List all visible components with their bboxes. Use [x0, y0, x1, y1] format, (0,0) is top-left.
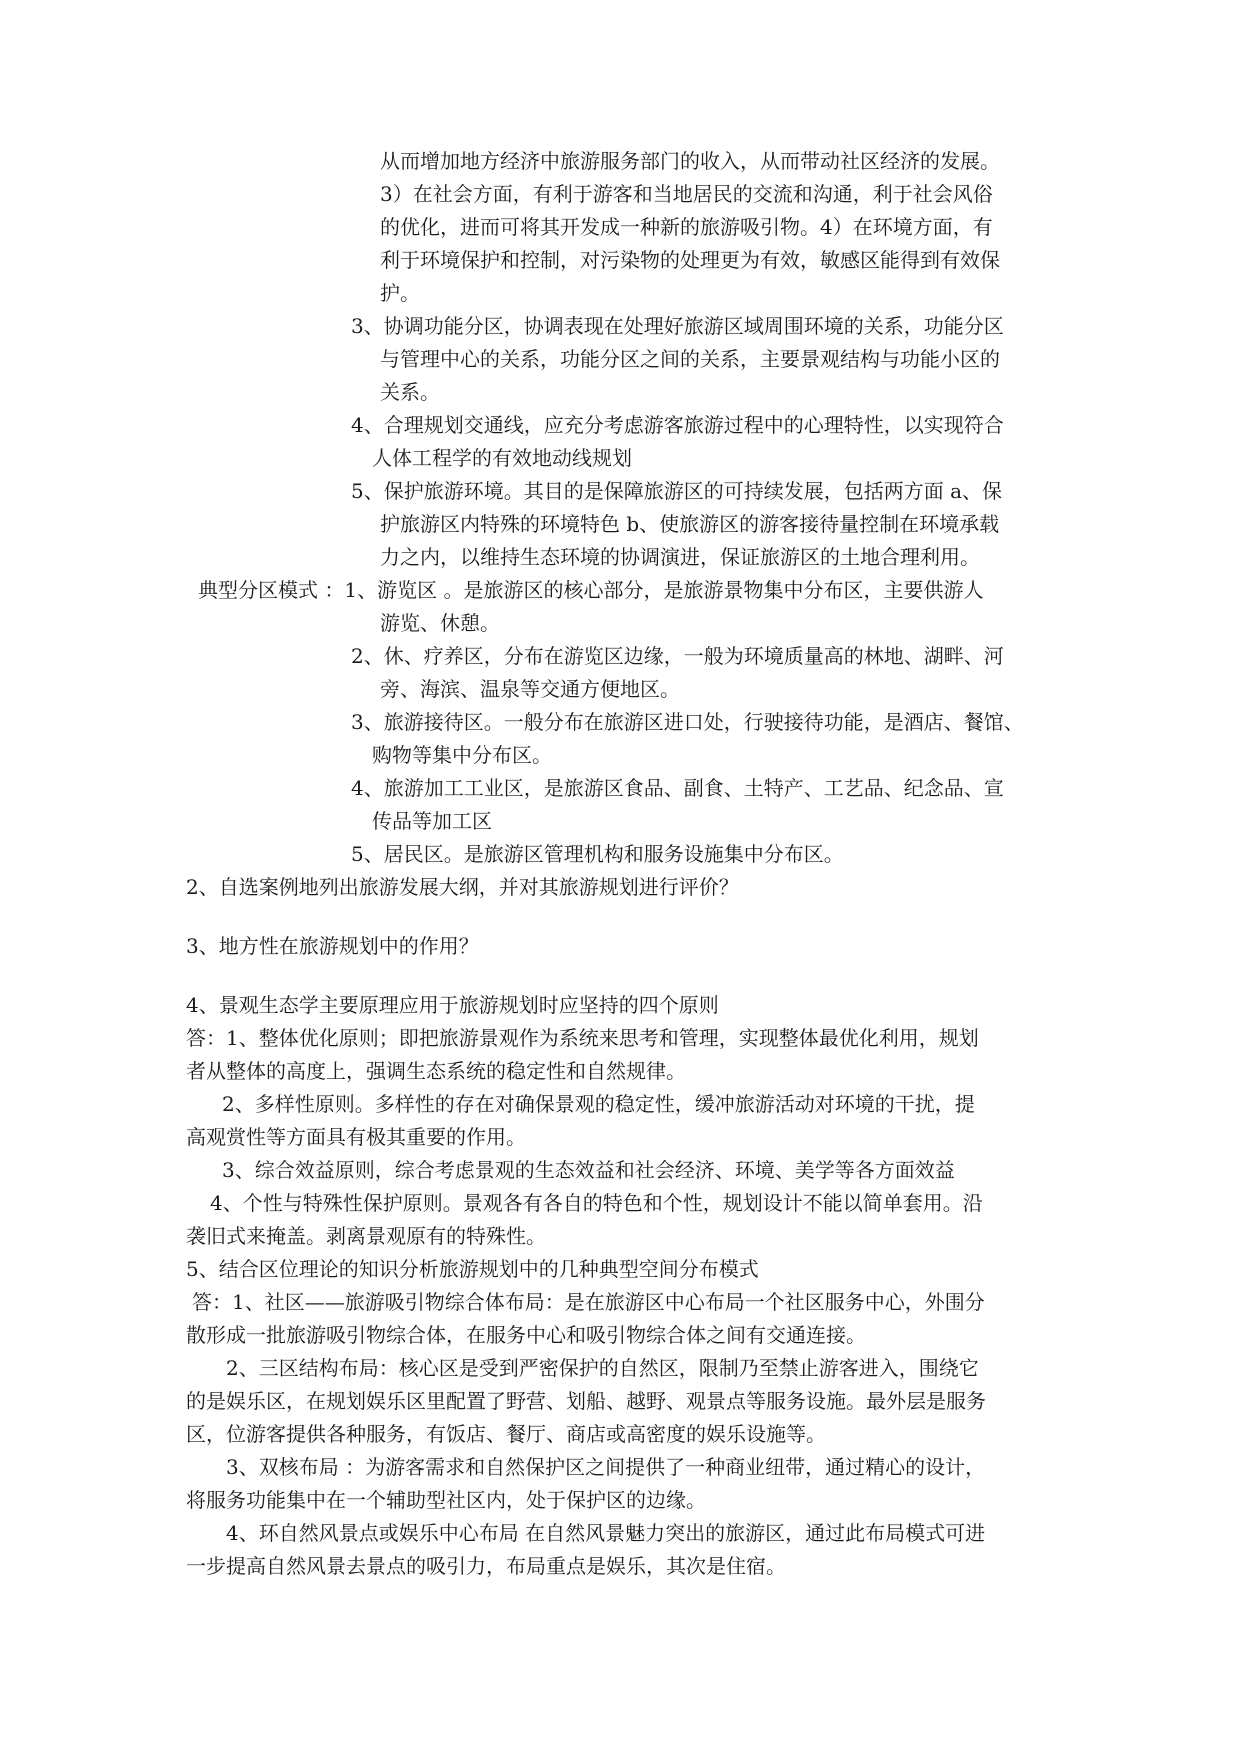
line-15: 游览、休憩。: [380, 611, 500, 635]
line-08: 关系。: [380, 380, 440, 404]
line-09: 4、合理规划交通线，应充分考虑游客旅游过程中的心理特性，以实现符合: [351, 413, 1004, 437]
line-20: 4、旅游加工工业区，是旅游区食品、副食、土特产、工艺品、纪念品、宣: [351, 776, 1004, 800]
line-01: 从而增加地方经济中旅游服务部门的收入，从而带动社区经济的发展。: [380, 149, 1000, 173]
line-37: 的是娱乐区，在规划娱乐区里配置了野营、划船、越野、观景点等服务设施。最外层是服务: [186, 1389, 986, 1413]
line-02: 3）在社会方面，有利于游客和当地居民的交流和沟通，利于社会风俗: [380, 182, 993, 206]
line-27: 者从整体的高度上，强调生态系统的稳定性和自然规律。: [186, 1059, 686, 1083]
line-32: 袭旧式来掩盖。剥离景观原有的特殊性。: [186, 1224, 546, 1248]
line-21: 传品等加工区: [372, 809, 492, 833]
line-05: 护。: [380, 281, 420, 305]
line-10: 人体工程学的有效地动线规划: [372, 446, 632, 470]
line-38: 区，位游客提供各种服务，有饭店、餐厅、商店或高密度的娱乐设施等。: [186, 1422, 826, 1446]
line-14: 典型分区模式 ：1、游览区 。是旅游区的核心部分，是旅游景物集中分布区，主要供游人: [198, 578, 984, 602]
line-22: 5、居民区。是旅游区管理机构和服务设施集中分布区。: [351, 842, 844, 866]
line-30: 3、综合效益原则，综合考虑景观的生态效益和社会经济、环境、美学等各方面效益: [222, 1158, 955, 1182]
line-03: 的优化，进而可将其开发成一种新的旅游吸引物。4）在环境方面，有: [380, 215, 993, 239]
line-41: 4、环自然风景点或娱乐中心布局 在自然风景魅力突出的旅游区，通过此布局模式可进: [226, 1521, 986, 1545]
line-34: 答：1、社区——旅游吸引物综合体布局：是在旅游区中心布局一个社区服务中心，外围分: [192, 1290, 985, 1314]
line-28: 2、多样性原则。多样性的存在对确保景观的稳定性，缓冲旅游活动对环境的干扰，提: [222, 1092, 975, 1116]
question-4: 4、景观生态学主要原理应用于旅游规划时应坚持的四个原则: [186, 993, 719, 1017]
line-40: 将服务功能集中在一个辅助型社区内，处于保护区的边缘。: [186, 1488, 706, 1512]
line-16: 2、休、疗养区，分布在游览区边缘，一般为环境质量高的林地、湖畔、河: [351, 644, 1004, 668]
line-19: 购物等集中分布区。: [372, 743, 552, 767]
question-2: 2、自选案例地列出旅游发展大纲，并对其旅游规划进行评价？: [186, 875, 739, 899]
line-36: 2、三区结构布局：核心区是受到严密保护的自然区，限制乃至禁止游客进入，围绕它: [226, 1356, 979, 1380]
line-42: 一步提高自然风景去景点的吸引力，布局重点是娱乐，其次是住宿。: [186, 1554, 786, 1578]
line-39: 3、双核布局 ：为游客需求和自然保护区之间提供了一种商业纽带，通过精心的设计，: [226, 1455, 986, 1479]
line-04: 利于环境保护和控制，对污染物的处理更为有效，敏感区能得到有效保: [380, 248, 1000, 272]
line-12: 护旅游区内特殊的环境特色 b、使旅游区的游客接待量控制在环境承载: [380, 512, 1000, 536]
line-17: 旁、海滨、温泉等交通方便地区。: [380, 677, 680, 701]
question-3: 3、地方性在旅游规划中的作用？: [186, 934, 479, 958]
line-06: 3、协调功能分区，协调表现在处理好旅游区域周围环境的关系，功能分区: [351, 314, 1004, 338]
line-18: 3、旅游接待区。一般分布在旅游区进口处，行驶接待功能，是酒店、餐馆、: [351, 710, 1024, 734]
line-13: 力之内，以维持生态环境的协调演进，保证旅游区的土地合理利用。: [380, 545, 980, 569]
line-11: 5、保护旅游环境。其目的是保障旅游区的可持续发展，包括两方面 a、保: [351, 479, 1003, 503]
line-29: 高观赏性等方面具有极其重要的作用。: [186, 1125, 526, 1149]
line-26: 答：1、整体优化原则；即把旅游景观作为系统来思考和管理，实现整体最优化利用，规划: [186, 1026, 979, 1050]
line-07: 与管理中心的关系，功能分区之间的关系，主要景观结构与功能小区的: [380, 347, 1000, 371]
question-5: 5、结合区位理论的知识分析旅游规划中的几种典型空间分布模式: [186, 1257, 759, 1281]
line-31: 4、个性与特殊性保护原则。景观各有各自的特色和个性，规划设计不能以简单套用。沿: [210, 1191, 983, 1215]
line-35: 散形成一批旅游吸引物综合体，在服务中心和吸引物综合体之间有交通连接。: [186, 1323, 866, 1347]
